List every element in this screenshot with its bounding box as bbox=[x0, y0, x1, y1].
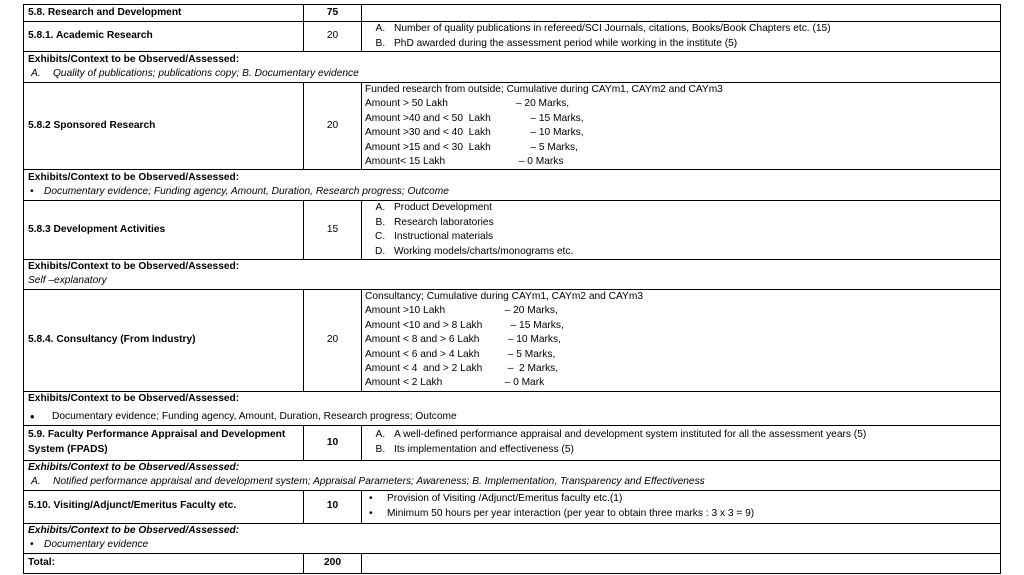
bullet-icon: • bbox=[30, 408, 35, 424]
section-description bbox=[362, 490, 1001, 523]
exhibits-row bbox=[24, 52, 1001, 83]
section-title: 5.8.1. Academic Research bbox=[24, 22, 304, 52]
table-row bbox=[24, 83, 1001, 170]
table-row bbox=[24, 5, 1001, 22]
exhibits-heading: Exhibits/Context to be Observed/Assessed: bbox=[28, 524, 240, 536]
total-description bbox=[362, 553, 1001, 573]
section-marks: 10 bbox=[304, 490, 362, 523]
exhibits-row bbox=[24, 523, 1001, 553]
exhibits-heading: Exhibits/Context to be Observed/Assessed: bbox=[28, 261, 240, 273]
description-line: Amount < 2 Lakh – 0 Mark bbox=[365, 377, 545, 389]
table-row bbox=[24, 490, 1001, 523]
list-item: • Provision of Visiting /Adjunct/Emeritus faculty etc.(1) bbox=[365, 492, 997, 506]
section-marks: 20 bbox=[304, 83, 362, 170]
evaluation-criteria-table bbox=[23, 4, 1001, 574]
exhibits-text: A. Quality of publications; publications copy; B. Documentary evidence bbox=[31, 68, 359, 79]
section-description bbox=[362, 22, 1001, 52]
list-item: B. PhD awarded during the assessment period while working in the institute (5) bbox=[388, 37, 997, 51]
exhibits-text: A. Notified performance appraisal and development system; Appraisal Parameters; Awareness; B. Implementation, Transparency and Effectiveness bbox=[31, 476, 705, 488]
section-description bbox=[362, 83, 1001, 170]
section-title: 5.8.3 Development Activities bbox=[24, 201, 304, 260]
bullet-icon: • bbox=[30, 186, 34, 198]
section-marks: 20 bbox=[304, 289, 362, 391]
description-line: Amount< 15 Lakh – 0 Marks bbox=[365, 156, 564, 168]
total-label: Total: bbox=[24, 553, 304, 573]
table-row bbox=[24, 22, 1001, 52]
description-line: Amount >30 and < 40 Lakh – 10 Marks, bbox=[365, 127, 584, 139]
section-marks: 75 bbox=[304, 5, 362, 22]
list-item: D. Working models/charts/monograms etc. bbox=[388, 245, 997, 259]
section-title: 5.8.2 Sponsored Research bbox=[24, 83, 304, 170]
exhibits-row bbox=[24, 170, 1001, 201]
bullet-icon: • bbox=[30, 539, 34, 551]
description-line: Amount <10 and > 8 Lakh – 15 Marks, bbox=[365, 319, 564, 331]
section-title: 5.9. Faculty Performance Appraisal and Development System (FPADS) bbox=[24, 425, 304, 460]
section-description bbox=[362, 201, 1001, 260]
description-line: Amount >10 Lakh – 20 Marks, bbox=[365, 305, 558, 317]
list-item: A. Product Development bbox=[388, 201, 997, 215]
total-row bbox=[24, 553, 1001, 573]
table-row bbox=[24, 425, 1001, 460]
table-row bbox=[24, 201, 1001, 260]
list-item: C. Instructional materials bbox=[388, 230, 997, 244]
total-marks: 200 bbox=[304, 553, 362, 573]
exhibits-heading: Exhibits/Context to be Observed/Assessed: bbox=[28, 393, 240, 405]
exhibits-text: • Documentary evidence bbox=[28, 538, 997, 552]
description-line: Amount >40 and < 50 Lakh – 15 Marks, bbox=[365, 112, 584, 124]
exhibits-text: • Documentary evidence; Funding agency, Amount, Duration, Research progress; Outcome bbox=[28, 185, 997, 199]
list-item: • Minimum 50 hours per year interaction (per year to obtain three marks : 3 x 3 = 9) bbox=[365, 507, 997, 521]
exhibits-heading: Exhibits/Context to be Observed/Assessed: bbox=[28, 53, 240, 65]
description-line: Amount < 6 and > 4 Lakh – 5 Marks, bbox=[365, 348, 556, 360]
exhibits-heading: Exhibits/Context to be Observed/Assessed: bbox=[28, 172, 240, 184]
section-title: 5.8. Research and Development bbox=[24, 5, 304, 22]
list-item: A. Number of quality publications in refereed/SCI Journals, citations, Books/Book Chapters etc. (15) bbox=[388, 22, 997, 36]
exhibits-row bbox=[24, 260, 1001, 290]
exhibits-text: Self –explanatory bbox=[28, 275, 107, 287]
description-line: Amount < 8 and > 6 Lakh – 10 Marks, bbox=[365, 334, 561, 346]
exhibits-row bbox=[24, 460, 1001, 490]
section-marks: 10 bbox=[304, 425, 362, 460]
description-line: Amount >15 and < 30 Lakh – 5 Marks, bbox=[365, 141, 578, 153]
section-title: 5.8.4. Consultancy (From Industry) bbox=[24, 289, 304, 391]
section-marks: 20 bbox=[304, 22, 362, 52]
section-description bbox=[362, 425, 1001, 460]
table-row bbox=[24, 289, 1001, 391]
list-item: A. A well-defined performance appraisal and development system instituted for all the assessment years (5) bbox=[388, 428, 997, 442]
description-line: Amount < 4 and > 2 Lakh – 2 Marks, bbox=[365, 362, 559, 374]
exhibits-row bbox=[24, 391, 1001, 425]
section-description bbox=[362, 5, 1001, 22]
description-line: Funded research from outside; Cumulative during CAYm1, CAYm2 and CAYm3 bbox=[365, 84, 723, 95]
section-title: 5.10. Visiting/Adjunct/Emeritus Faculty etc. bbox=[24, 490, 304, 523]
list-item: B. Its implementation and effectiveness (5) bbox=[388, 443, 997, 457]
section-marks: 15 bbox=[304, 201, 362, 260]
exhibits-text: • Documentary evidence; Funding agency, Amount, Duration, Research progress; Outcome bbox=[30, 408, 457, 424]
description-line: Amount > 50 Lakh – 20 Marks, bbox=[365, 98, 570, 110]
section-description bbox=[362, 289, 1001, 391]
list-item: B. Research laboratories bbox=[388, 216, 997, 230]
exhibits-heading: Exhibits/Context to be Observed/Assessed: bbox=[28, 461, 240, 473]
description-line: Consultancy; Cumulative during CAYm1, CAYm2 and CAYm3 bbox=[365, 290, 644, 302]
